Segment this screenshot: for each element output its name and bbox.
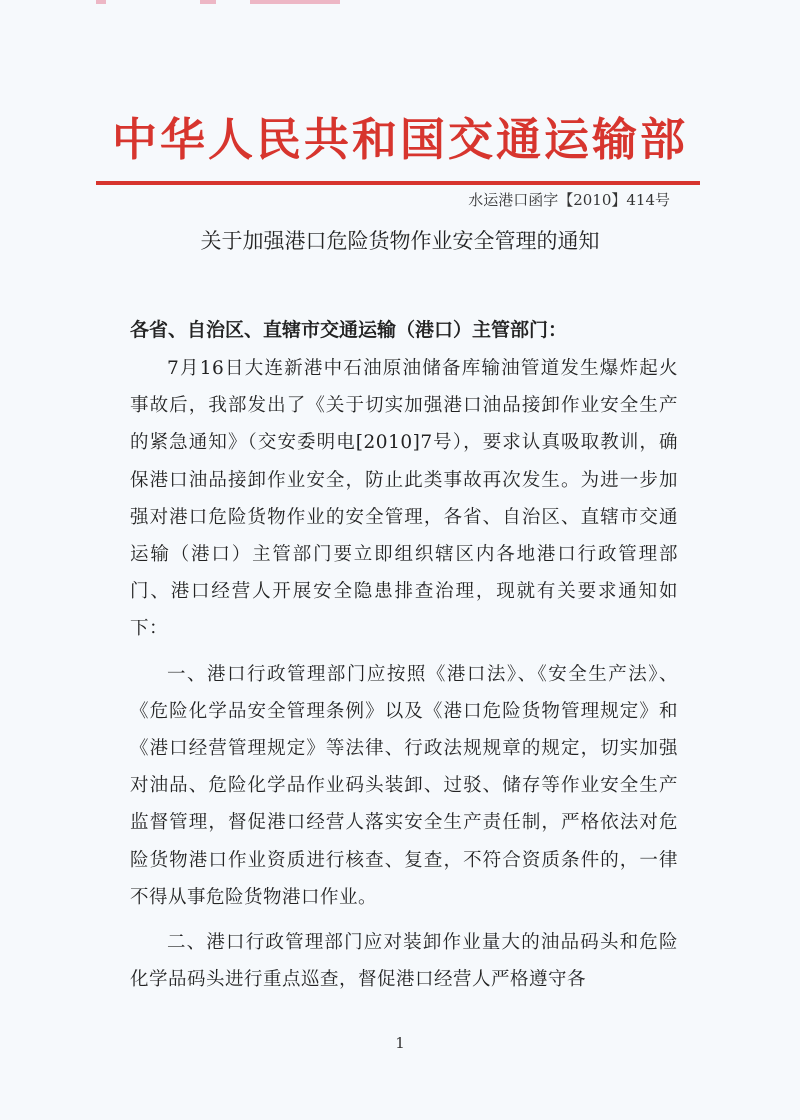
page-number: 1 — [395, 1034, 405, 1052]
paragraph: 二、港口行政管理部门应对装卸作业量大的油品码头和危险化学品码头进行重点巡查，督促港口经营人严格遵守各 — [130, 932, 678, 991]
addressee-line: 各省、自治区、直辖市交通运输（港口）主管部门： — [130, 319, 568, 341]
scan-edge-marks — [0, 0, 800, 6]
paragraph: 一、港口行政管理部门应按照《港口法》、《安全生产法》、《危险化学品安全管理条例》以及《港口危险货物管理规定》和《港口经营管理规定》等法律、行政法规规章的规定，切实加强对油品、危险化学品作业码头装卸、过驳、储存等作业安全生产监督管理，督促港口经营人落实安全生产责任制，严格依法对危险货物港口作业资质进行核查、复查，不符合资质条件的，一律不得从事危险货物港口作业。 — [130, 663, 678, 908]
paragraph: 7月16日大连新港中石油原油储备库输油管道发生爆炸起火事故后，我部发出了《关于切实加强港口油品接卸作业安全生产的紧急通知》（交安委明电[2010]7号），要求认真吸取教训，确保港口油品接卸作业安全，防止此类事故再次发生。为进一步加强对港口危险货物作业的安全管理，各省、自治区、直辖市交通运输（港口）主管部门要立即组织辖区内各地港口行政管理部门、港口经营人开展安全隐患排查治理，现就有关要求通知如下： — [130, 358, 678, 640]
red-divider-line — [96, 181, 700, 185]
issuing-agency-header: 中华人民共和国交通运输部 — [111, 113, 688, 166]
document-body — [130, 350, 678, 1006]
document-number: 水运港口函字【2010】414号 — [468, 191, 670, 209]
document-title: 关于加强港口危险货物作业安全管理的通知 — [200, 229, 600, 253]
